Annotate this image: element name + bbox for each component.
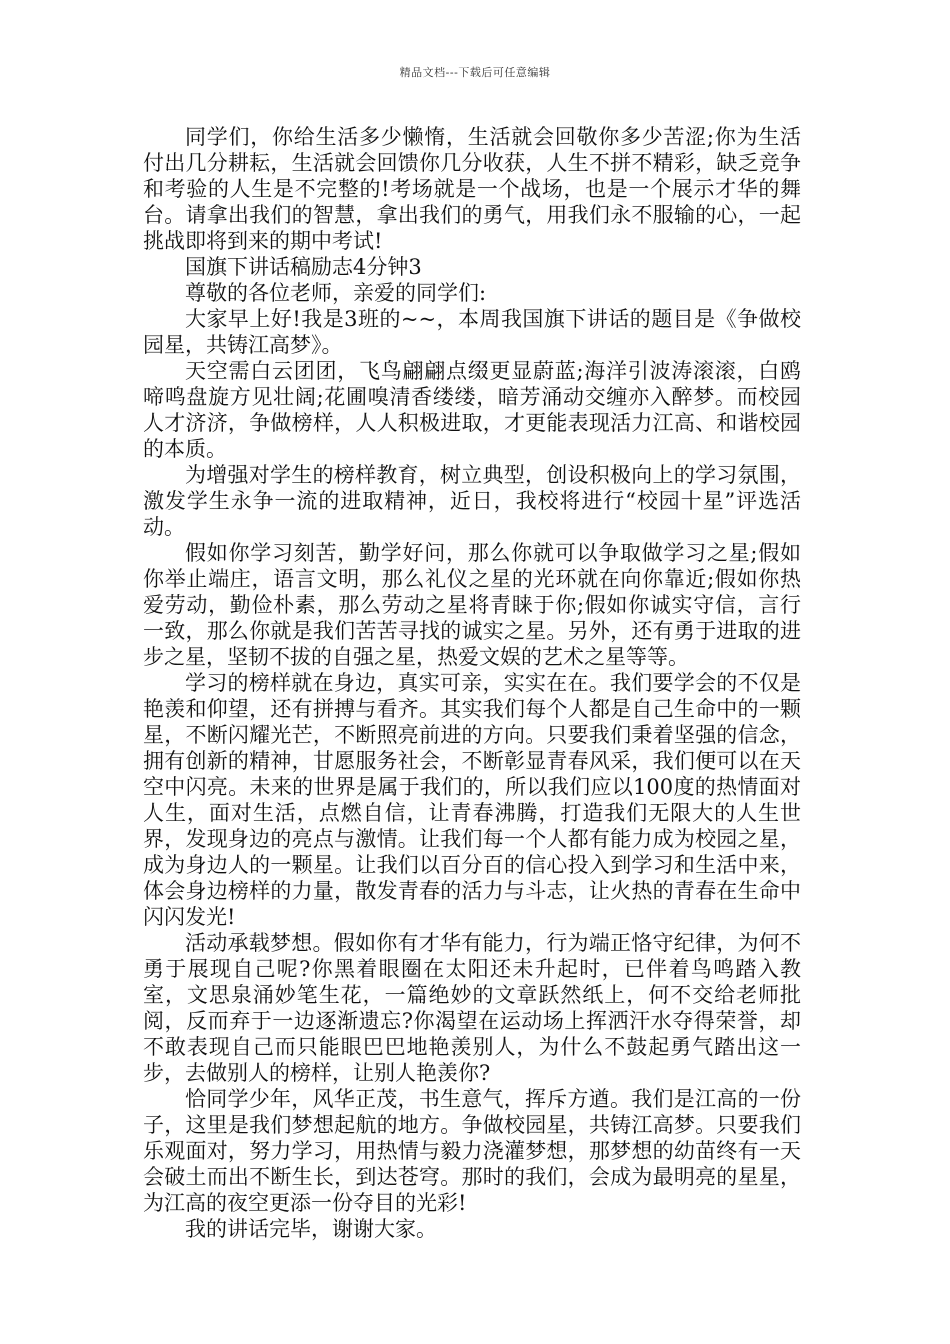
document-body <box>143 124 801 1242</box>
paragraph-closing-thanks: 我的讲话完毕，谢谢大家。 <box>185 1217 437 1241</box>
paragraph-activities-carry-dreams: 活动承载梦想。假如你有才华有能力，行为端正恪守纪律，为何不勇于展现自己呢?你黑着眼圈在太阳还未升起时，已伴着鸟鸣踏入教室，文思泉涌妙笔生花，一篇绝妙的文章跃然纸上，何不交给老师批阅，反而弃于一边逐渐遗忘?你渴望在运动场上挥洒汗水夺得荣誉，却不敢表现自己而只能眼巴巴地艳羡别人，为什么不鼓起勇气踏出这一步，去做别人的榜样，让别人艳羡你? <box>143 931 801 1085</box>
paragraph-role-model-education: 为增强对学生的榜样教育，树立典型，创设积极向上的学习氛围，激发学生永争一流的进取精神，近日，我校将进行“校园十星”评选活动。 <box>143 463 801 539</box>
speech-title: 国旗下讲话稿励志4分钟3 <box>185 255 422 279</box>
paragraph-closing-exam-encouragement: 同学们，你给生活多少懒惰，生活就会回敬你多少苦涩;你为生活付出几分耕耘，生活就会回馈你几分收获，人生不拼不精彩，缺乏竞争和考验的人生是不完整的!考场就是一个战场，也是一个展示才华的舞台。请拿出我们的智慧，拿出我们的勇气，用我们永不服输的心，一起挑战即将到来的期中考试! <box>143 125 801 253</box>
salutation: 尊敬的各位老师，亲爱的同学们: <box>185 281 487 305</box>
paragraph-star-categories: 假如你学习刻苦，勤学好问，那么你就可以争取做学习之星;假如你举止端庄，语言文明，那么礼仪之星的光环就在向你靠近;假如你热爱劳动，勤俭朴素，那么劳动之星将青睐于你;假如你诚实守信，言行一致，那么你就是我们苦苦寻找的诚实之星。另外，还有勇于进取的进步之星，坚韧不拔的自强之星，热爱文娱的艺术之星等等。 <box>143 541 801 669</box>
paragraph-learning-role-models: 学习的榜样就在身边，真实可亲，实实在在。我们要学会的不仅是艳羡和仰望，还有拼搏与看齐。其实我们每个人都是自己生命中的一颗星，不断闪耀光芒，不断照亮前进的方向。只要我们秉着坚强的信念，拥有创新的精神，甘愿服务社会，不断彰显青春风采，我们便可以在天空中闪亮。未来的世界是属于我们的，所以我们应以100度的热情面对人生，面对生活，点燃自信，让青春沸腾，打造我们无限大的人生世界，发现身边的亮点与激情。让我们每一个人都有能力成为校园之星，成为身边人的一颗星。让我们以百分百的信心投入到学习和生活中来，体会身边榜样的力量，散发青春的活力与斗志，让火热的青春在生命中闪闪发光! <box>143 671 801 929</box>
page-header: 精品文档---下载后可任意编辑 <box>399 66 551 79</box>
paragraph-youthful-students: 恰同学少年，风华正茂，书生意气，挥斥方遒。我们是江高的一份子，这里是我们梦想起航的地方。争做校园星，共铸江高梦。只要我们乐观面对，努力学习，用热情与毅力浇灌梦想，那梦想的幼苗终有一天会破土而出不断生长，到达苍穹。那时的我们，会成为最明亮的星星，为江高的夜空更添一份夺目的光彩! <box>143 1087 801 1215</box>
paragraph-greeting: 大家早上好!我是3班的~~，本周我国旗下讲话的题目是《争做校园星，共铸江高梦》。 <box>143 307 801 357</box>
paragraph-sky-and-ocean: 天空需白云团团，飞鸟翩翩点缀更显蔚蓝;海洋引波涛滚滚，白鸥啼鸣盘旋方见壮阔;花圃嗅清香缕缕，暗芳涌动交缠亦入醉梦。而校园人才济济，争做榜样，人人积极进取，才更能表现活力江高、和谐校园的本质。 <box>143 359 801 461</box>
